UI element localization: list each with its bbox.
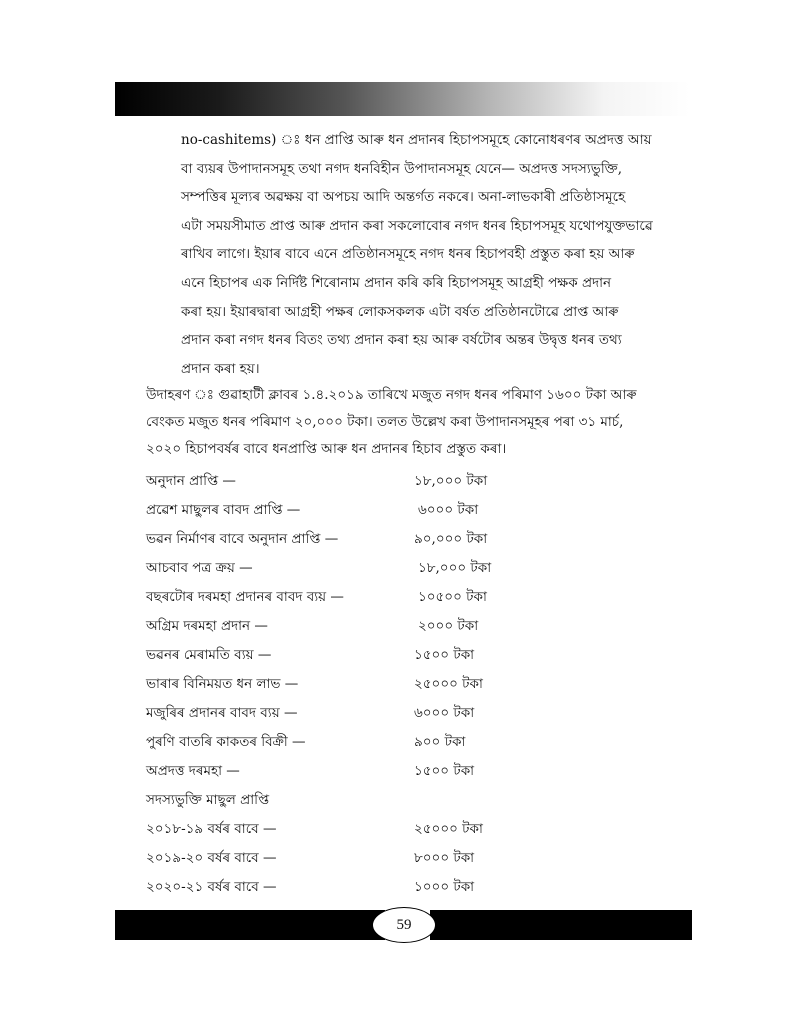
item-amount: ১০০০ টকা	[414, 879, 475, 895]
item-row	[146, 612, 694, 641]
paragraph-line: ৰাখিব লাগে। ইয়াৰ বাবে এনে প্ৰতিষ্ঠানসমূহে নগদ ধনৰ হিচাপবহী প্ৰস্তুত কৰা হয় আৰু	[181, 246, 635, 263]
paragraph-line: সম্পত্তিৰ মূল্যৰ অৱক্ষয় বা অপচয় আদি অন্তৰ্গত নকৰে। অনা-লাভকাৰী প্ৰতিষ্ঠাসমূহে	[181, 189, 626, 206]
item-row	[146, 554, 694, 583]
item-row	[146, 670, 694, 699]
body-paragraph	[181, 126, 693, 383]
item-label: সদস্যভুক্তি মাছুল প্ৰাপ্তি	[146, 792, 270, 808]
item-label: ভৱনৰ মেৰামতি ব্যয় —	[146, 647, 272, 663]
paragraph-line: কৰা হয়। ইয়াৰদ্বাৰা আগ্ৰহী পক্ষৰ লোকসকলক এটা বৰ্ষত প্ৰতিষ্ঠানটোৱে প্ৰাপ্ত আৰু	[181, 303, 619, 320]
example-line: বেংকত মজুত ধনৰ পৰিমাণ ২০,০০০ টকা। তলত উল্লেখ কৰা উপাদানসমূহৰ পৰা ৩১ মাৰ্চ,	[146, 414, 624, 430]
item-amount: ১৮,০০০ টকা	[414, 473, 488, 489]
item-label: অপ্ৰদত্ত দৰমহা —	[146, 763, 240, 779]
item-amount: ২০০০ টকা	[418, 618, 479, 634]
item-row	[146, 728, 694, 757]
example-line: উদাহৰণ ঃ গুৱাহাটী ক্লাবৰ ১.৪.২০১৯ তাৰিখে মজুত নগদ ধনৰ পৰিমাণ ১৬০০ টকা আৰু	[146, 387, 637, 403]
item-label: প্ৰৱেশ মাছুলৰ বাবদ প্ৰাপ্তি —	[146, 502, 301, 518]
item-label: ২০১৮-১৯ বৰ্ষৰ বাবে —	[146, 821, 277, 837]
paragraph-line: এটা সময়সীমাত প্ৰাপ্ত আৰু প্ৰদান কৰা সকলোবোৰ নগদ ধনৰ হিচাপসমূহ যথোপযুক্তভাৱে	[181, 217, 653, 234]
item-row	[146, 496, 694, 525]
example-line: ২০২০ হিচাপবৰ্ষৰ বাবে ধনপ্ৰাপ্তি আৰু ধন প্ৰদানৰ হিচাব প্ৰস্তুত কৰা।	[146, 441, 507, 457]
item-amount: ১৮,০০০ টকা	[418, 560, 492, 576]
item-amount: ৬০০০ টকা	[414, 705, 475, 721]
item-amount: ২৫০০০ টকা	[414, 821, 483, 837]
paragraph-line: no-cashitems) ঃ ধন প্ৰাপ্তি আৰু ধন প্ৰদানৰ হিচাপসমূহে কোনোধৰণৰ অপ্ৰদত্ত আয়	[181, 132, 652, 148]
header-gradient-bar	[115, 82, 690, 116]
item-row	[146, 699, 694, 728]
footer-bar-left	[115, 910, 385, 940]
item-amount: ৮০০০ টকা	[414, 850, 475, 866]
item-label: ভৱন নিৰ্মাণৰ বাবে অনুদান প্ৰাপ্তি —	[146, 531, 339, 547]
example-text	[146, 382, 694, 463]
item-amount: ৯০০ টকা	[414, 734, 466, 750]
item-amount: ২৫০০০ টকা	[414, 676, 483, 692]
footer-bar-right	[430, 910, 692, 940]
item-amount: ১৫০০ টকা	[414, 763, 475, 779]
paragraph-line: এনে হিচাপৰ এক নিৰ্দিষ্ট শিৰোনাম প্ৰদান কৰি কৰি হিচাপসমূহ আগ্ৰহী পক্ষক প্ৰদান	[181, 274, 612, 291]
item-row	[146, 786, 694, 815]
item-label: ভাৰাৰ বিনিময়ত ধন লাভ —	[146, 676, 299, 692]
item-amount: ১৫০০ টকা	[414, 647, 475, 663]
item-row	[146, 873, 694, 902]
item-label: অনুদান প্ৰাপ্তি —	[146, 473, 236, 489]
item-row	[146, 757, 694, 786]
item-amount: ৯০,০০০ টকা	[414, 531, 488, 547]
item-row	[146, 583, 694, 612]
item-label: আচবাব পত্ৰ ক্ৰয় —	[146, 560, 253, 576]
item-label: মজুৰিৰ প্ৰদানৰ বাবদ ব্যয় —	[146, 705, 298, 721]
paragraph-line: প্ৰদান কৰা হয়।	[181, 360, 260, 377]
item-label: অগ্ৰিম দৰমহা প্ৰদান —	[146, 618, 268, 634]
item-label: বছৰটোৰ দৰমহা প্ৰদানৰ বাবদ ব্যয় —	[146, 589, 344, 605]
item-amount: ১০৫০০ টকা	[418, 589, 487, 605]
item-row	[146, 525, 694, 554]
paragraph-line: বা ব্যয়ৰ উপাদানসমূহ তথা নগদ ধনবিহীন উপাদানসমূহ যেনে— অপ্ৰদত্ত সদস্যভুক্তি,	[181, 160, 623, 177]
item-row	[146, 844, 694, 873]
page-number: 59	[372, 907, 436, 943]
paragraph-line: প্ৰদান কৰা নগদ ধনৰ বিতং তথ্য প্ৰদান কৰা হয় আৰু বৰ্ষটোৰ অন্তৰ উদ্বৃত্ত ধনৰ তথ্য	[181, 332, 622, 349]
item-label: পুৰণি বাতৰি কাকতৰ বিক্ৰী —	[146, 734, 306, 750]
item-label: ২০২০-২১ বৰ্ষৰ বাবে —	[146, 879, 277, 895]
item-row	[146, 641, 694, 670]
item-row	[146, 815, 694, 844]
item-label: ২০১৯-২০ বৰ্ষৰ বাবে —	[146, 850, 277, 866]
item-amount: ৬০০০ টকা	[418, 502, 479, 518]
item-row	[146, 467, 694, 496]
